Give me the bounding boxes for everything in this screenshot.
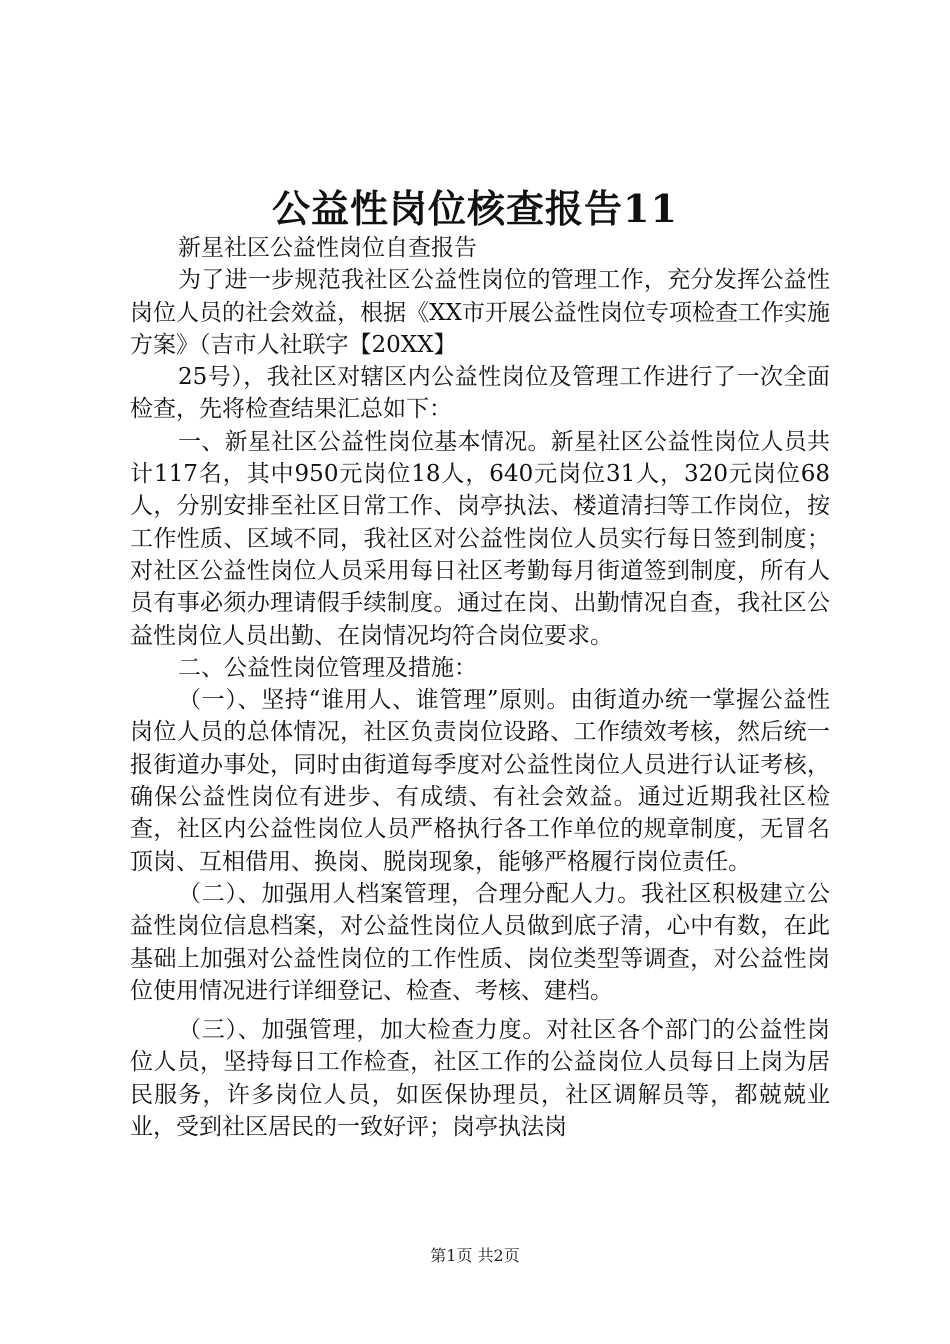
document-body [130, 232, 830, 1143]
paragraph-item-2: （二）、加强用人档案管理，合理分配人力。我社区积极建立公益性岗位信息档案，对公益性岗位人员做到底子清，心中有数，在此基础上加强对公益性岗位的工作性质、岗位类型等调查，对公益性岗位使用情况进行详细登记、检查、考核、建档。 [130, 880, 830, 1004]
document-title: 公益性岗位核查报告11 [272, 186, 678, 231]
page-footer: 第1页 共2页 [430, 1246, 520, 1265]
paragraph-item-1: （一）、坚持“谁用人、谁管理”原则。由街道办统一掌握公益性岗位人员的总体情况，社区负责岗位设路、工作绩效考核，然后统一报街道办事处，同时由街道每季度对公益性岗位人员进行认证考核，确保公益性岗位有进步、有成绩、有社会效益。通过近期我社区检查，社区内公益性岗位人员严格执行各工作单位的规章制度，无冒名顶岗、互相借用、换岗、脱岗现象，能够严格履行岗位责任。 [130, 687, 830, 875]
paragraph-item-3: （三）、加强管理，加大检查力度。对社区各个部门的公益性岗位人员，坚持每日工作检查，社区工作的公益岗位人员每日上岗为居民服务，许多岗位人员，如医保协理员，社区调解员等，都兢兢业业，受到社区居民的一致好评；岗亭执法岗 [130, 1017, 830, 1141]
paragraph-intro: 为了进一步规范我社区公益性岗位的管理工作，充分发挥公益性岗位人员的社会效益，根据《XX市开展公益性岗位专项检查工作实施方案》（吉市人社联字【20XX】 [130, 267, 830, 358]
paragraph-section-1: 一、新星社区公益性岗位基本情况。新星社区公益性岗位人员共计117名，其中950元岗位18人，640元岗位31人，320元岗位68人，分别安排至社区日常工作、岗亭执法、楼道清扫等工作岗位，按工作性质、区域不同，我社区对公益性岗位人员实行每日签到制度；对社区公益性岗位人员采用每日社区考勤每月街道签到制度，所有人员有事必须办理请假手续制度。通过在岗、出勤情况自查，我社区公益性岗位人员出勤、在岗情况均符合岗位要求。 [130, 428, 830, 649]
paragraph-subtitle: 新星社区公益性岗位自查报告 [178, 235, 477, 261]
paragraph-intro-continued: 25号），我社区对辖区内公益性岗位及管理工作进行了一次全面检查，先将检查结果汇总如下： [130, 364, 830, 423]
paragraph-section-2-heading: 二、公益性岗位管理及措施： [178, 654, 477, 681]
